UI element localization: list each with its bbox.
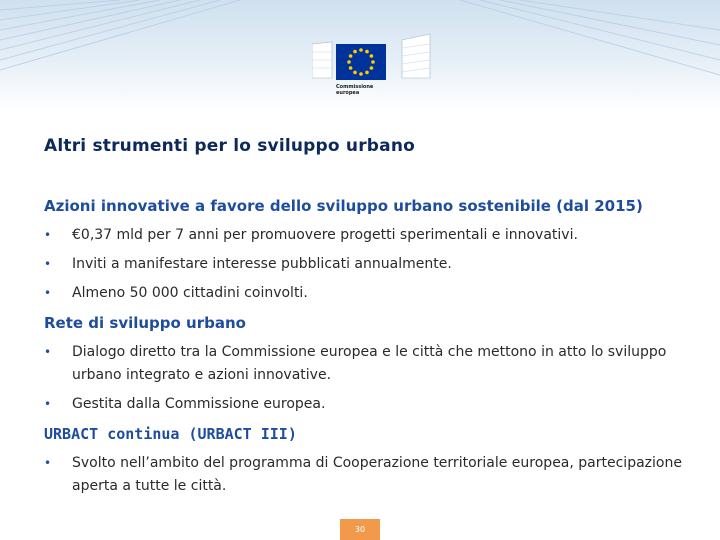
page-number-badge bbox=[340, 519, 380, 540]
list-item bbox=[44, 341, 684, 387]
section-innovative-actions bbox=[44, 194, 684, 305]
logo-caption-line2: europea bbox=[336, 90, 360, 96]
bullet-icon: • bbox=[44, 345, 52, 359]
logo-caption bbox=[336, 84, 396, 96]
list-item-text: Gestita dalla Commissione europea. bbox=[72, 396, 326, 412]
section-urban-development-network bbox=[44, 311, 684, 416]
bullet-list bbox=[44, 452, 684, 498]
list-item-text: Inviti a manifestare interesse pubblicati annualmente. bbox=[72, 256, 452, 272]
page-number: 30 bbox=[354, 525, 366, 534]
slide-content bbox=[44, 194, 684, 504]
section-heading: URBACT continua (URBACT III) bbox=[44, 425, 297, 443]
slide-title: Altri strumenti per lo sviluppo urbano bbox=[44, 136, 416, 156]
bullet-list bbox=[44, 341, 684, 416]
section-urbact bbox=[44, 422, 684, 498]
list-item bbox=[44, 393, 684, 416]
list-item-text: Almeno 50 000 cittadini coinvolti. bbox=[72, 285, 308, 301]
list-item-text: €0,37 mld per 7 anni per promuovere progetti sperimentali e innovativi. bbox=[72, 227, 578, 243]
list-item bbox=[44, 282, 684, 305]
bullet-icon: • bbox=[44, 228, 52, 242]
bullet-icon: • bbox=[44, 286, 52, 300]
list-item bbox=[44, 253, 684, 276]
list-item bbox=[44, 224, 684, 247]
list-item bbox=[44, 452, 684, 498]
bullet-icon: • bbox=[44, 257, 52, 271]
list-item-text: Dialogo diretto tra la Commissione europea e le città che mettono in atto lo sviluppo urbano integrato e azioni innovative. bbox=[72, 344, 667, 383]
list-item-text: Svolto nell’ambito del programma di Cooperazione territoriale europea, partecipazione aperta a tutte le città. bbox=[72, 455, 682, 494]
section-heading: Azioni innovative a favore dello sviluppo urbano sostenibile (dal 2015) bbox=[44, 197, 643, 215]
bullet-list bbox=[44, 224, 684, 305]
bullet-icon: • bbox=[44, 397, 52, 411]
bullet-icon: • bbox=[44, 456, 52, 470]
logo-caption-line1: Commissione bbox=[336, 84, 374, 90]
section-heading: Rete di sviluppo urbano bbox=[44, 314, 246, 332]
